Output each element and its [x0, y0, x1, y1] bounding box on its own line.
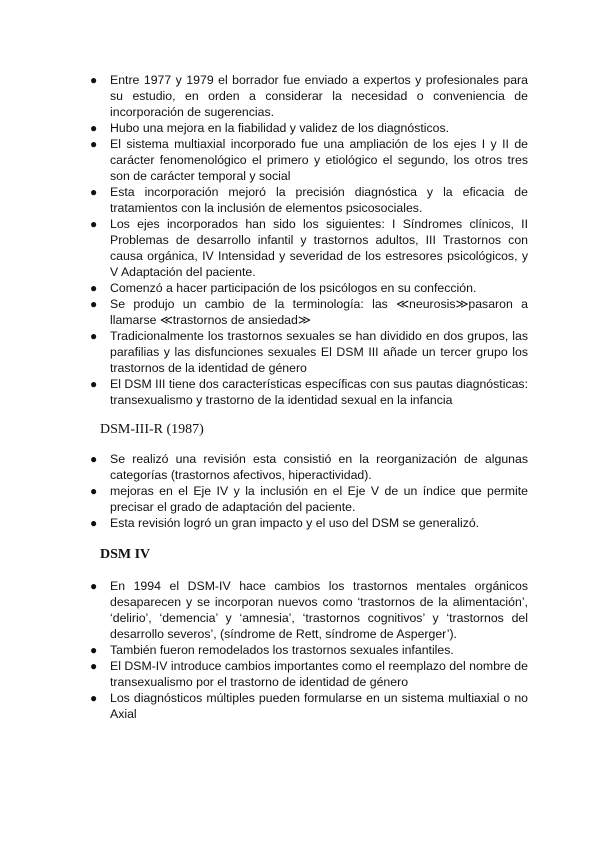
bullet-icon: ●	[90, 329, 98, 343]
list-item-text: Hubo una mejora en la fiabilidad y validez de los diagnósticos.	[110, 121, 450, 135]
list-item	[90, 136, 528, 184]
bullet-icon: ●	[90, 137, 98, 151]
bullet-list-dsm-iii	[90, 72, 528, 408]
bullet-list-dsm-iii-r	[90, 451, 528, 531]
bullet-icon: ●	[90, 579, 98, 593]
list-item-text: Esta incorporación mejoró la precisión diagnóstica y la eficacia de tratamientos con la inclusión de elementos psicosociales.	[110, 185, 528, 215]
list-item	[90, 515, 528, 531]
bullet-icon: ●	[90, 643, 98, 657]
list-item-text: Los ejes incorporados han sido los siguientes: I Síndromes clínicos, II Problemas de desarrollo infantil y trastornos adultos, III Trastornos con causa orgánica, IV Intensidad y severidad de los estresores psicológicos, y V Adaptación del paciente.	[110, 217, 528, 279]
list-item-text: El DSM-IV introduce cambios importantes como el reemplazo del nombre de transexualismo por el trastorno de identidad de género	[110, 659, 528, 689]
list-item	[90, 328, 528, 376]
list-item	[90, 216, 528, 280]
list-item-text: El sistema multiaxial incorporado fue una ampliación de los ejes I y II de carácter fenomenológico el primero y etiológico el segundo, los otros tres son de carácter temporal y social	[110, 137, 528, 183]
bullet-icon: ●	[90, 484, 98, 498]
bullet-icon: ●	[90, 217, 98, 231]
list-item	[90, 578, 528, 642]
list-item	[90, 376, 528, 408]
list-item	[90, 296, 528, 328]
list-item-text: Se realizó una revisión esta consistió en la reorganización de algunas categorías (trastornos afectivos, hiperactividad).	[110, 452, 528, 482]
bullet-icon: ●	[90, 73, 98, 87]
bullet-list-dsm-iv	[90, 578, 528, 722]
section-heading-dsm-iii-r: DSM-III-R (1987)	[100, 422, 204, 437]
list-item	[90, 483, 528, 515]
list-item-text: También fueron remodelados los trastornos sexuales infantiles.	[110, 643, 454, 657]
list-item-text: Tradicionalmente los trastornos sexuales se han dividido en dos grupos, las parafilias y las disfunciones sexuales El DSM III añade un tercer grupo los trastornos de la identidad de género	[110, 329, 528, 375]
bullet-icon: ●	[90, 121, 98, 135]
bullet-icon: ●	[90, 516, 98, 530]
list-item	[90, 72, 528, 120]
list-item-text: En 1994 el DSM-IV hace cambios los trastornos mentales orgánicos desaparecen y se incorporan nuevos como ‘trastornos de la alimentación’, ‘delirio’, ‘demencia’ y ‘amnesia’, ‘trastornos cognitivos’ y ‘trastornos del desarrollo severos’, (síndrome de Rett, síndrome de Asperger’).	[110, 579, 528, 641]
bullet-icon: ●	[90, 185, 98, 199]
list-item	[90, 280, 528, 296]
list-item-text: Entre 1977 y 1979 el borrador fue enviado a expertos y profesionales para su estudio, en orden a considerar la necesidad o conveniencia de incorporación de sugerencias.	[110, 73, 528, 119]
list-item	[90, 120, 528, 136]
section-heading-dsm-iv: DSM IV	[100, 547, 151, 562]
list-item-text: Comenzó a hacer participación de los psicólogos en su confección.	[110, 281, 477, 295]
list-item-text: Esta revisión logró un gran impacto y el uso del DSM se generalizó.	[110, 516, 480, 530]
list-item-text: Se produjo un cambio de la terminología: las ≪neurosis≫pasaron a llamarse ≪trastornos de ansiedad≫	[110, 297, 528, 327]
list-item-text: El DSM III tiene dos características específicas con sus pautas diagnósticas: transexualismo y trastorno de la identidad sexual en la infancia	[110, 377, 528, 407]
list-item	[90, 690, 528, 722]
bullet-icon: ●	[90, 297, 98, 311]
bullet-icon: ●	[90, 659, 98, 673]
list-item	[90, 642, 528, 658]
bullet-icon: ●	[90, 452, 98, 466]
list-item	[90, 184, 528, 216]
bullet-icon: ●	[90, 281, 98, 295]
bullet-icon: ●	[90, 691, 98, 705]
list-item-text: mejoras en el Eje IV y la inclusión en el Eje V de un índice que permite precisar el grado de adaptación del paciente.	[110, 484, 528, 514]
bullet-icon: ●	[90, 377, 98, 391]
list-item	[90, 658, 528, 690]
list-item-text: Los diagnósticos múltiples pueden formularse en un sistema multiaxial o no Axial	[110, 691, 528, 721]
list-item	[90, 451, 528, 483]
